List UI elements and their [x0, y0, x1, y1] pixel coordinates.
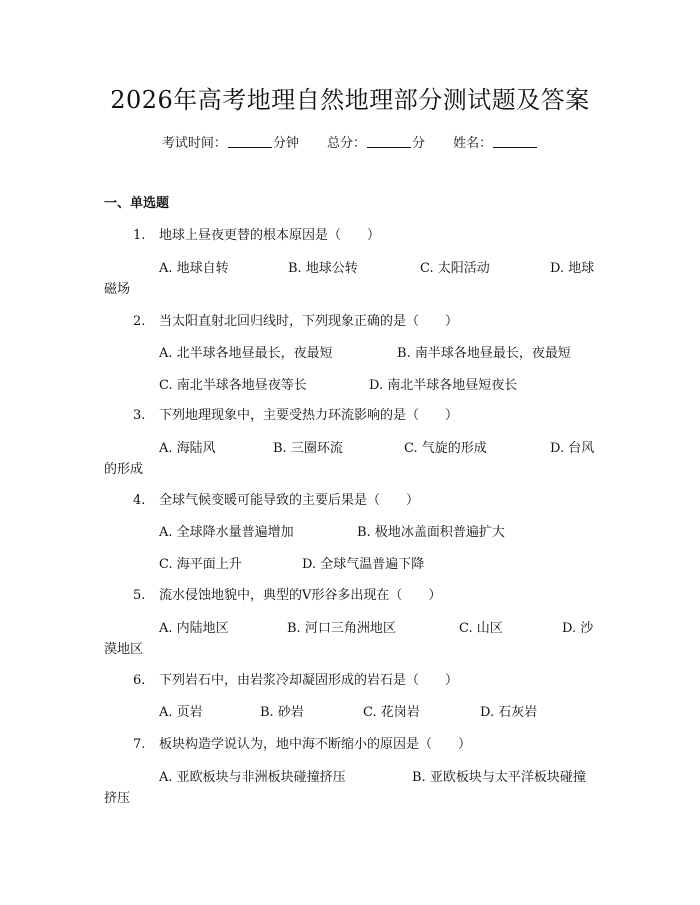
section-heading: 一、单选题 [104, 196, 170, 211]
question-number: 7. [133, 737, 146, 752]
page-title: 2026年高考地理自然地理部分测试题及答案 [110, 86, 590, 114]
option-c[interactable]: C. 太阳活动 [420, 261, 490, 276]
option-wrap-text: 漠地区 [104, 642, 144, 657]
question-number: 4. [133, 493, 146, 508]
option-a[interactable]: A. 地球自转 [159, 261, 229, 276]
question-text: 下列岩石中，由岩浆冷却凝固形成的岩石是（ ） [159, 673, 459, 688]
option-b[interactable]: B. 三圈环流 [273, 441, 343, 456]
option-c[interactable]: C. 海平面上升 [159, 557, 242, 572]
name-field [453, 132, 538, 151]
score-label: 总分： [326, 136, 366, 151]
option-wrap-text: 磁场 [104, 282, 131, 297]
question-text: 地球上昼夜更替的根本原因是（ ） [159, 228, 381, 243]
name-blank[interactable] [493, 135, 537, 148]
option-c[interactable]: C. 花岗岩 [363, 705, 420, 720]
question-number: 1. [133, 228, 146, 243]
score-blank[interactable] [367, 135, 411, 148]
question-6 [133, 669, 458, 688]
question-number: 6. [133, 673, 146, 688]
time-unit: 分钟 [272, 136, 299, 151]
question-text: 全球气候变暖可能导致的主要后果是（ ） [159, 493, 420, 508]
option-a[interactable]: A. 全球降水量普遍增加 [159, 525, 294, 540]
option-c[interactable]: C. 气旋的形成 [404, 441, 487, 456]
option-c[interactable]: C. 山区 [459, 621, 503, 636]
option-b[interactable]: B. 砂岩 [260, 705, 304, 720]
option-b[interactable]: B. 河口三角洲地区 [287, 621, 396, 636]
option-a[interactable]: A. 页岩 [159, 705, 203, 720]
option-a[interactable]: A. 亚欧板块与非洲板块碰撞挤压 [159, 770, 346, 785]
option-b[interactable]: B. 亚欧板块与太平洋板块碰撞 [412, 770, 586, 785]
option-a[interactable]: A. 海陆风 [159, 441, 216, 456]
option-b[interactable]: B. 极地冰盖面积普遍扩大 [357, 525, 505, 540]
question-text: 板块构造学说认为，地中海不断缩小的原因是（ ） [159, 737, 472, 752]
score-unit: 分 [412, 136, 426, 151]
question-number: 2. [133, 314, 146, 329]
option-d[interactable]: D. 台风 [550, 441, 595, 456]
time-field [162, 132, 299, 151]
option-b[interactable]: B. 南半球各地昼最长，夜最短 [397, 346, 571, 361]
question-2 [133, 310, 458, 329]
question-number: 3. [133, 408, 146, 423]
option-wrap-text: 的形成 [104, 462, 144, 477]
option-d[interactable]: D. 石灰岩 [480, 705, 538, 720]
option-wrap-text: 挤压 [104, 791, 131, 806]
question-1 [133, 224, 380, 243]
question-7 [133, 733, 471, 752]
option-d[interactable]: D. 沙 [562, 621, 594, 636]
question-text: 当太阳直射北回归线时，下列现象正确的是（ ） [159, 314, 459, 329]
question-text: 流水侵蚀地貌中，典型的V形谷多出现在（ ） [159, 588, 442, 603]
option-a[interactable]: A. 内陆地区 [159, 621, 229, 636]
option-d[interactable]: D. 地球 [550, 261, 595, 276]
score-field [327, 132, 425, 151]
time-blank[interactable] [228, 135, 272, 148]
option-c[interactable]: C. 南北半球各地昼夜等长 [159, 378, 307, 393]
question-4 [133, 489, 419, 508]
question-text: 下列地理现象中，主要受热力环流影响的是（ ） [159, 408, 459, 423]
exam-info-line [0, 132, 700, 151]
option-d[interactable]: D. 南北半球各地昼短夜长 [369, 378, 518, 393]
question-3 [133, 404, 458, 423]
question-number: 5. [133, 588, 146, 603]
time-label: 考试时间： [161, 136, 227, 151]
option-b[interactable]: B. 地球公转 [288, 261, 358, 276]
name-label: 姓名： [453, 136, 493, 151]
question-5 [133, 584, 441, 603]
option-a[interactable]: A. 北半球各地昼最长，夜最短 [159, 346, 333, 361]
option-d[interactable]: D. 全球气温普遍下降 [302, 557, 425, 572]
